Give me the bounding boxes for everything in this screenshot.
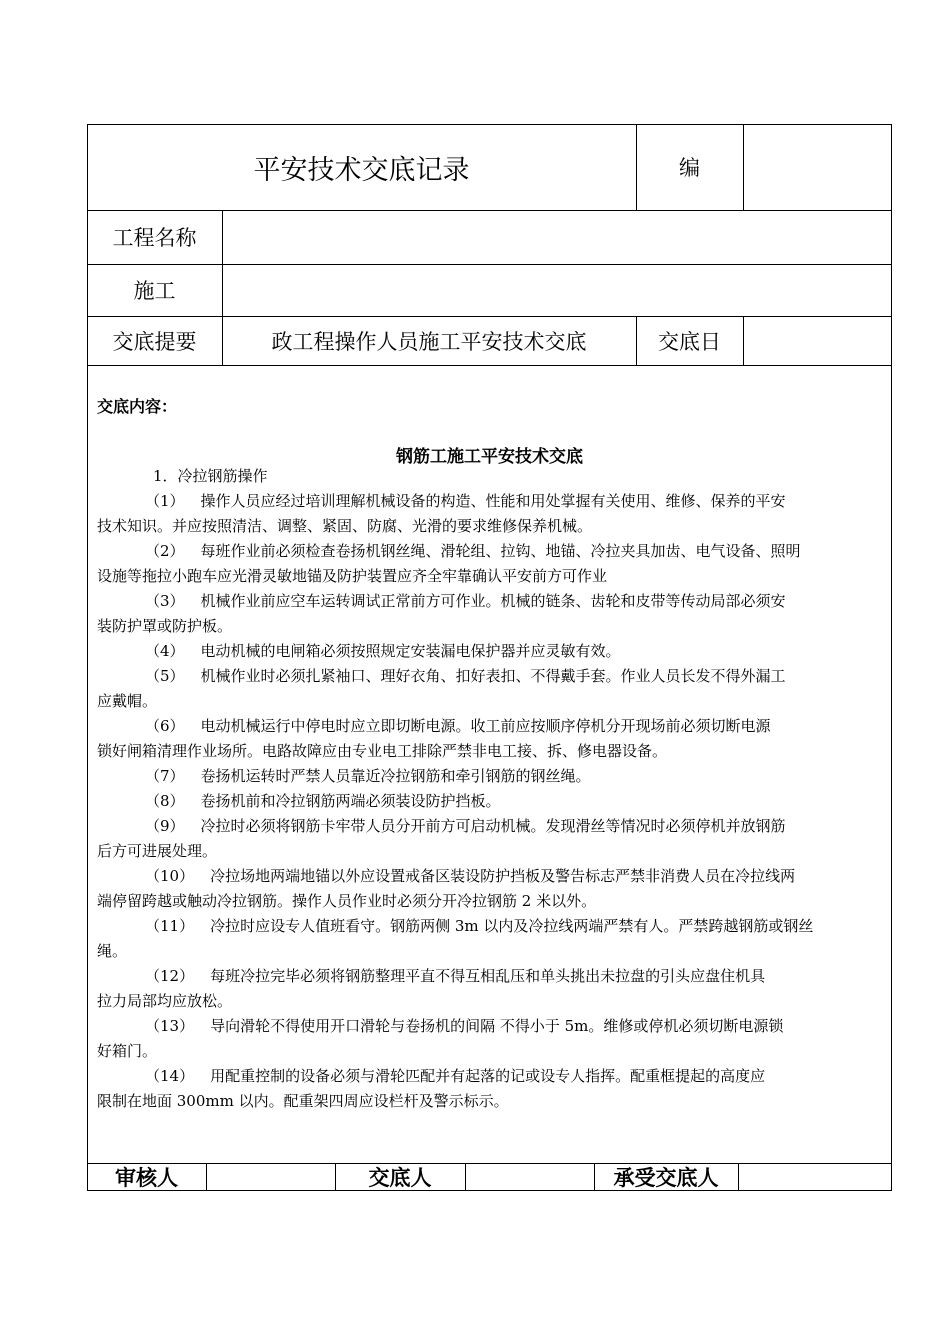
list-item: （6） 电动机械运行中停电时应立即切断电源。收工前应按顺序停机分开现场前必须切断电源 <box>145 717 771 735</box>
list-item-cont: 限制在地面 300mm 以内。配重架四周应设栏杆及警示标示。 <box>97 1092 509 1110</box>
date-label: 交底日 <box>658 329 721 354</box>
receiver-value[interactable] <box>738 1163 892 1191</box>
list-item-cont: 端停留跨越或触动冷拉钢筋。操作人员作业时必须分开冷拉钢筋 2 米以外。 <box>97 892 597 910</box>
reviewer-value[interactable] <box>206 1163 335 1191</box>
list-item: （3） 机械作业前应空车运转调试正常前方可作业。机械的链条、齿轮和皮带等传动局部必须安 <box>145 592 786 610</box>
list-item-cont: 应戴帽。 <box>97 692 158 710</box>
list-item: （14） 用配重控制的设备必须与滑轮匹配并有起落的记或设专人指挥。配重框提起的高度应 <box>145 1067 766 1085</box>
list-item: （4） 电动机械的电闸箱必须按照规定安装漏电保护器并应灵敏有效。 <box>145 642 621 660</box>
record-title: 平安技术交底记录 <box>253 154 470 186</box>
date-value[interactable] <box>743 316 892 365</box>
section-heading: 1．冷拉钢筋操作 <box>153 467 268 485</box>
content-body <box>97 464 872 1114</box>
list-item: （5） 机械作业时必须扎紧袖口、理好衣角、扣好表扣、不得戴手套。作业人员长发不得外漏工 <box>145 667 786 685</box>
list-item: （10） 冷拉场地两端地锚以外应设置戒备区装设防护挡板及警告标志严禁非消费人员在冷拉线两 <box>145 867 796 885</box>
content-title: 钢筋工施工平安技术交底 <box>396 447 583 467</box>
list-item: （7） 卷扬机运转时严禁人员靠近冷拉钢筋和牵引钢筋的钢丝绳。 <box>145 767 591 785</box>
list-item: （9） 冷拉时必须将钢筋卡牢带人员分开前方可启动机械。发现滑丝等情况时必须停机并放钢筋 <box>145 817 786 835</box>
list-item: （1） 操作人员应经过培训理解机械设备的构造、性能和用处掌握有关使用、维修、保养的平安 <box>145 492 786 510</box>
list-item: （11） 冷拉时应设专人值班看守。钢筋两侧 3m 以内及冷拉线两端严禁有人。严禁跨越钢筋或钢丝 <box>145 917 814 935</box>
construction-value[interactable] <box>222 264 892 316</box>
list-item: （12） 每班冷拉完毕必须将钢筋整理平直不得互相乱压和单头挑出未拉盘的引头应盘住机具 <box>145 967 766 985</box>
code-label: 编 <box>679 156 700 180</box>
reviewer-label: 审核人 <box>115 1166 178 1190</box>
list-item-cont: 设施等拖拉小跑车应光滑灵敏地锚及防护装置应齐全牢靠确认平安前方可作业 <box>97 567 608 585</box>
row-divider <box>87 365 892 366</box>
content-label: 交底内容： <box>97 397 178 416</box>
discloser-label: 交底人 <box>368 1166 432 1190</box>
list-item-cont: 拉力局部均应放松。 <box>97 992 233 1010</box>
list-item-cont: 好箱门。 <box>97 1042 158 1060</box>
list-item-cont: 装防护罩或防护板。 <box>97 617 233 635</box>
code-value[interactable] <box>743 124 892 210</box>
list-item: （2） 每班作业前必须检查卷扬机钢丝绳、滑轮组、拉钩、地锚、冷拉夹具加齿、电气设备、照明 <box>145 542 801 560</box>
list-item-cont: 绳。 <box>97 942 128 960</box>
project-name-label: 工程名称 <box>112 226 197 250</box>
list-item: （13） 导向滑轮不得使用开口滑轮与卷扬机的间隔 不得小于 5m。维修或停机必须切断电源锁 <box>145 1017 784 1035</box>
summary-label: 交底提要 <box>112 329 197 354</box>
list-item: （8） 卷扬机前和冷拉钢筋两端必须装设防护挡板。 <box>145 792 501 810</box>
list-item-cont: 锁好闸箱清理作业场所。电路故障应由专业电工排除严禁非电工接、拆、修电器设备。 <box>97 742 668 760</box>
list-item-cont: 技术知识。并应按照清洁、调整、紧固、防腐、光滑的要求维修保养机械。 <box>97 517 593 535</box>
construction-label: 施工 <box>133 279 176 303</box>
receiver-label: 承受交底人 <box>613 1166 719 1190</box>
discloser-value[interactable] <box>465 1163 594 1191</box>
project-name-value[interactable] <box>222 210 892 264</box>
list-item-cont: 后方可进展处理。 <box>97 842 218 860</box>
summary-value: 政工程操作人员施工平安技术交底 <box>271 329 587 354</box>
